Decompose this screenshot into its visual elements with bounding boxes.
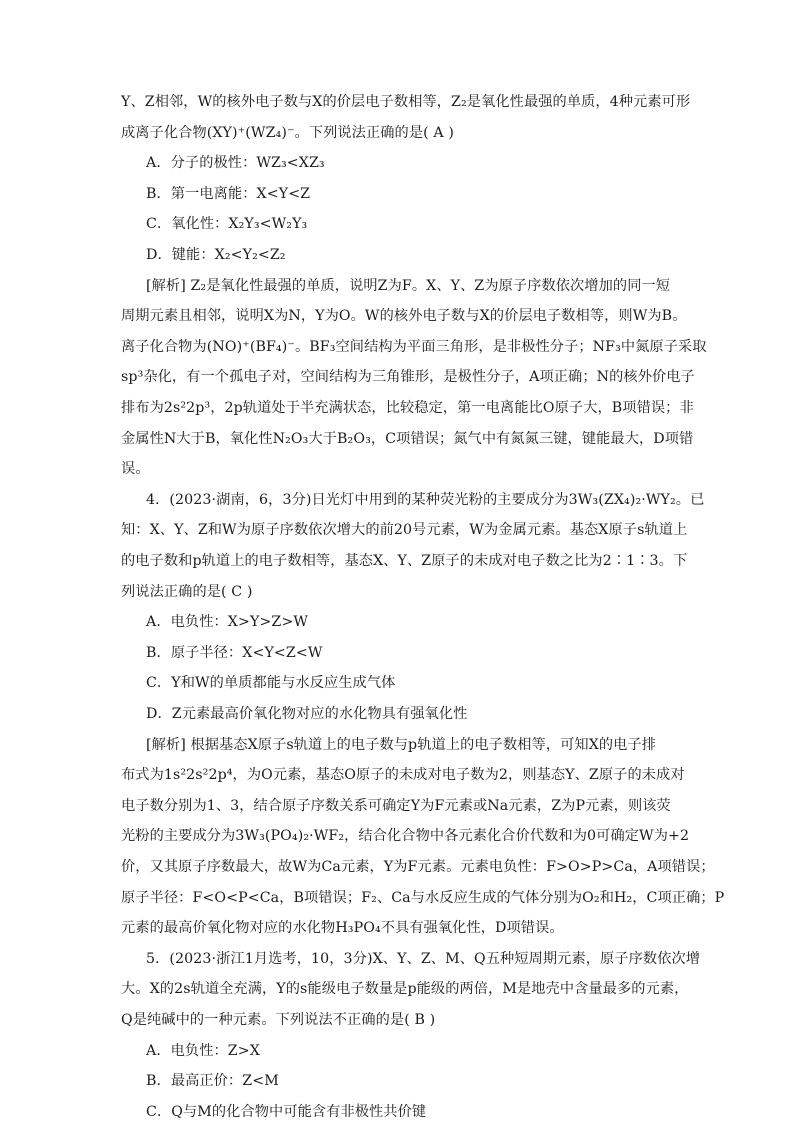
text-line: Y、Z相邻，W的核外电子数与X的价层电子数相等，Z₂是氧化性最强的单质，4种元素可形 bbox=[121, 94, 691, 110]
text-line: 周期元素且相邻，说明X为N，Y为O。W的核外电子数与X的价层电子数相等，则W为B。 bbox=[121, 308, 687, 325]
text-line: 列说法正确的是( C ) bbox=[121, 583, 253, 600]
text-line: 5．(2023·浙江1月选考，10，3分)X、Y、Z、M、Q五种短周期元素，原子序数依次增 bbox=[146, 950, 701, 967]
text-line: [解析] 根据基态X原子s轨道上的电子数与p轨道上的电子数相等，可知X的电子排 bbox=[146, 736, 657, 753]
text-line: C．Y和W的单质都能与水反应生成气体 bbox=[146, 675, 396, 692]
text-line: D．键能：X₂<Y₂<Z₂ bbox=[146, 247, 286, 263]
text-line: 金属性N大于B，氧化性N₂O₃大于B₂O₃，C项错误；氮气中有氮氮三键，键能最大，D项错 bbox=[121, 430, 694, 447]
text-line: B．最高正价：Z<M bbox=[146, 1073, 279, 1090]
text-line: B．第一电离能：X<Y<Z bbox=[146, 185, 311, 202]
text-line: 知：X、Y、Z和W为原子序数依次增大的前20号元素，W为金属元素。基态X原子s轨道上 bbox=[121, 522, 688, 539]
text-line: [解析] Z₂是氧化性最强的单质，说明Z为F。X、Y、Z为原子序数依次增加的同一短 bbox=[146, 277, 671, 294]
text-line: D．Z元素最高价氧化物对应的水化物具有强氧化性 bbox=[146, 706, 468, 722]
text-line: 元素的最高价氧化物对应的水化物H₃PO₄不具有强氧化性，D项错误。 bbox=[121, 920, 564, 937]
text-line: 的电子数和p轨道上的电子数相等，基态X、Y、Z原子的未成对电子数之比为2∶1∶3。下 bbox=[121, 553, 688, 569]
text-line: A．分子的极性：WZ₃<XZ₃ bbox=[146, 155, 325, 172]
text-line: 光粉的主要成分为3W₃(PO₄)₂·WF₂，结合化合物中各元素化合价代数和为0可确定W为+2 bbox=[121, 828, 690, 845]
text-line: 原子半径：F<O<P<Ca，B项错误；F₂、Ca与水反应生成的气体分别为O₂和H₂，C项正确；P bbox=[121, 889, 725, 906]
text-line: A．电负性：Z>X bbox=[146, 1042, 260, 1059]
text-line: 大。X的2s轨道全充满，Y的s能级电子数量是p能级的两倍，M是地壳中含量最多的元素， bbox=[121, 981, 689, 998]
text-line: A．电负性：X>Y>Z>W bbox=[146, 614, 309, 631]
text-line: 排布为2s²2p³，2p轨道处于半充满状态，比较稳定，第一电离能比O原子大，B项错误；非 bbox=[121, 400, 694, 416]
text-line: 4．(2023·湖南，6，3分)日光灯中用到的某种荧光粉的主要成分为3W₃(ZX₄)₂·WY₂。已 bbox=[146, 491, 705, 508]
text-line: 布式为1s²2s²2p⁴，为O元素，基态O原子的未成对电子数为2，则基态Y、Z原子的未成对 bbox=[121, 767, 685, 784]
text-line: sp³杂化，有一个孤电子对，空间结构为三角锥形，是极性分子，A项正确；N的核外价电子 bbox=[121, 369, 695, 386]
text-line: B．原子半径：X<Y<Z<W bbox=[146, 644, 323, 661]
text-line: 误。 bbox=[121, 461, 150, 478]
text-line: 电子数分别为1、3，结合原子序数关系可确定Y为F元素或Na元素，Z为P元素，则该荧 bbox=[121, 797, 671, 814]
text-line: 离子化合物为(NO)⁺(BF₄)⁻。BF₃空间结构为平面三角形，是非极性分子；NF₃中氮原子采取 bbox=[121, 338, 707, 355]
text-line: 价，又其原子序数最大，故W为Ca元素，Y为F元素。元素电负性：F>O>P>Ca，A项错误； bbox=[121, 859, 715, 875]
text-line: 成离子化合物(XY)⁺(WZ₄)⁻。下列说法正确的是( A ) bbox=[121, 124, 454, 141]
text-line: Q是纯碱中的一种元素。下列说法不正确的是( B ) bbox=[121, 1012, 436, 1028]
text-line: C．氧化性：X₂Y₃<W₂Y₃ bbox=[146, 216, 308, 233]
text-line: C．Q与M的化合物中可能含有非极性共价键 bbox=[146, 1103, 427, 1120]
